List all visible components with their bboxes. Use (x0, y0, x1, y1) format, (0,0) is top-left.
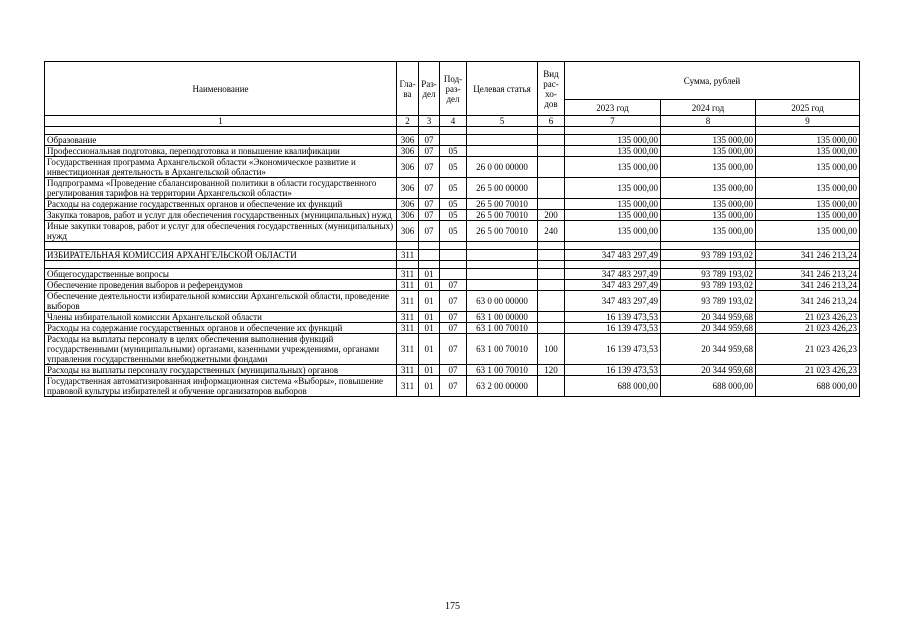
row-sum-2025: 341 246 213,24 (756, 250, 860, 261)
column-number: 9 (756, 116, 860, 127)
header-razdel: Раз-дел (419, 62, 440, 116)
row-sum-2024: 20 344 959,68 (661, 323, 756, 334)
row-glava: 306 (397, 135, 419, 146)
header-glava: Гла-ва (397, 62, 419, 116)
empty-cell (756, 242, 860, 250)
row-sum-2024: 20 344 959,68 (661, 334, 756, 365)
row-expense-type (538, 323, 565, 334)
spacer-row (45, 242, 860, 250)
header-year-2023: 2023 год (565, 100, 661, 116)
row-sum-2023: 135 000,00 (565, 210, 661, 221)
table-row (45, 157, 860, 178)
empty-cell (538, 127, 565, 135)
row-expense-type (538, 250, 565, 261)
row-podrazdel: 07 (440, 334, 467, 365)
row-glava: 311 (397, 376, 419, 397)
row-glava: 306 (397, 221, 419, 242)
row-sum-2025: 341 246 213,24 (756, 269, 860, 280)
row-sum-2025: 21 023 426,23 (756, 312, 860, 323)
row-sum-2023: 16 139 473,53 (565, 334, 661, 365)
column-number-row (45, 116, 860, 127)
row-expense-type (538, 199, 565, 210)
row-sum-2025: 21 023 426,23 (756, 334, 860, 365)
header-year-2024: 2024 год (661, 100, 756, 116)
empty-cell (419, 261, 440, 269)
row-sum-2023: 135 000,00 (565, 146, 661, 157)
row-name: Обеспечение деятельности избирательной комиссии Архангельской области, проведение выборов (45, 291, 397, 312)
table-row (45, 291, 860, 312)
row-glava: 311 (397, 291, 419, 312)
header-target-article: Целевая статья (467, 62, 538, 116)
empty-cell (397, 127, 419, 135)
row-sum-2023: 347 483 297,49 (565, 269, 661, 280)
budget-table (44, 61, 860, 397)
column-number: 8 (661, 116, 756, 127)
row-target-article: 26 5 00 70010 (467, 210, 538, 221)
row-sum-2025: 135 000,00 (756, 199, 860, 210)
row-target-article: 63 2 00 00000 (467, 376, 538, 397)
row-podrazdel: 05 (440, 210, 467, 221)
row-podrazdel: 07 (440, 365, 467, 376)
row-sum-2023: 135 000,00 (565, 135, 661, 146)
row-sum-2025: 135 000,00 (756, 146, 860, 157)
row-razdel: 01 (419, 280, 440, 291)
header-sum: Сумма, рублей (565, 62, 860, 100)
row-sum-2023: 16 139 473,53 (565, 312, 661, 323)
table-row (45, 280, 860, 291)
row-sum-2024: 135 000,00 (661, 135, 756, 146)
empty-cell (45, 242, 397, 250)
spacer-row (45, 127, 860, 135)
row-sum-2024: 93 789 193,02 (661, 269, 756, 280)
row-name: Образование (45, 135, 397, 146)
empty-cell (538, 261, 565, 269)
row-glava: 311 (397, 323, 419, 334)
row-razdel: 07 (419, 221, 440, 242)
row-expense-type (538, 178, 565, 199)
row-podrazdel: 07 (440, 376, 467, 397)
row-sum-2024: 688 000,00 (661, 376, 756, 397)
row-target-article (467, 280, 538, 291)
row-target-article: 26 5 00 70010 (467, 199, 538, 210)
empty-cell (467, 127, 538, 135)
row-target-article: 26 5 00 70010 (467, 221, 538, 242)
row-target-article (467, 269, 538, 280)
row-sum-2023: 688 000,00 (565, 376, 661, 397)
row-name: Подпрограмма «Проведение сбалансированной политики в области государственного регулирования тарифов на территории Архангельской области» (45, 178, 397, 199)
row-sum-2024: 135 000,00 (661, 157, 756, 178)
row-name: Обеспечение проведения выборов и референдумов (45, 280, 397, 291)
row-sum-2024: 93 789 193,02 (661, 250, 756, 261)
row-glava: 306 (397, 178, 419, 199)
row-razdel: 07 (419, 210, 440, 221)
row-target-article: 63 1 00 70010 (467, 365, 538, 376)
row-sum-2023: 347 483 297,49 (565, 291, 661, 312)
header-podrazdel: Под-раз-дел (440, 62, 467, 116)
row-name: Расходы на содержание государственных органов и обеспечение их функций (45, 323, 397, 334)
page-number: 175 (445, 601, 460, 612)
header-year-2025: 2025 год (756, 100, 860, 116)
row-target-article (467, 146, 538, 157)
row-razdel: 01 (419, 312, 440, 323)
row-glava: 311 (397, 280, 419, 291)
empty-cell (661, 242, 756, 250)
empty-cell (661, 261, 756, 269)
row-sum-2025: 21 023 426,23 (756, 323, 860, 334)
row-glava: 311 (397, 250, 419, 261)
row-sum-2025: 135 000,00 (756, 178, 860, 199)
row-sum-2025: 135 000,00 (756, 221, 860, 242)
row-podrazdel: 05 (440, 199, 467, 210)
table-row (45, 269, 860, 280)
row-sum-2024: 135 000,00 (661, 178, 756, 199)
row-name: Государственная автоматизированная информационная система «Выборы», повышение правовой культуры избирателей и обучение организаторов выборов (45, 376, 397, 397)
row-expense-type (538, 291, 565, 312)
table-row (45, 323, 860, 334)
row-expense-type (538, 312, 565, 323)
row-podrazdel (440, 250, 467, 261)
table-row (45, 146, 860, 157)
row-sum-2024: 20 344 959,68 (661, 365, 756, 376)
table-row (45, 250, 860, 261)
empty-cell (756, 127, 860, 135)
row-name: Государственная программа Архангельской области «Экономическое развитие и инвестиционная деятельность в Архангельской области» (45, 157, 397, 178)
empty-cell (756, 261, 860, 269)
row-name: Иные закупки товаров, работ и услуг для обеспечения государственных (муниципальных) нужд (45, 221, 397, 242)
empty-cell (440, 127, 467, 135)
row-sum-2024: 135 000,00 (661, 199, 756, 210)
row-razdel: 07 (419, 157, 440, 178)
row-sum-2025: 688 000,00 (756, 376, 860, 397)
row-sum-2025: 135 000,00 (756, 157, 860, 178)
row-name: Расходы на выплаты персоналу государственных (муниципальных) органов (45, 365, 397, 376)
empty-cell (565, 127, 661, 135)
table-row (45, 178, 860, 199)
row-expense-type (538, 157, 565, 178)
empty-cell (419, 242, 440, 250)
row-target-article: 63 0 00 00000 (467, 291, 538, 312)
row-name: Члены избирательной комиссии Архангельской области (45, 312, 397, 323)
row-podrazdel (440, 135, 467, 146)
row-razdel (419, 250, 440, 261)
row-sum-2023: 347 483 297,49 (565, 250, 661, 261)
row-expense-type (538, 146, 565, 157)
row-podrazdel (440, 269, 467, 280)
row-sum-2024: 93 789 193,02 (661, 280, 756, 291)
table-row (45, 135, 860, 146)
row-razdel: 01 (419, 334, 440, 365)
row-target-article (467, 250, 538, 261)
header-name: Наименование (45, 62, 397, 116)
row-razdel: 07 (419, 146, 440, 157)
row-target-article: 63 1 00 70010 (467, 334, 538, 365)
row-expense-type: 120 (538, 365, 565, 376)
column-number: 4 (440, 116, 467, 127)
column-number: 6 (538, 116, 565, 127)
row-glava: 311 (397, 269, 419, 280)
row-podrazdel: 07 (440, 280, 467, 291)
table-row (45, 334, 860, 365)
row-glava: 311 (397, 334, 419, 365)
table-body (45, 127, 860, 397)
row-expense-type (538, 269, 565, 280)
empty-cell (467, 242, 538, 250)
empty-cell (565, 242, 661, 250)
row-expense-type (538, 376, 565, 397)
row-podrazdel: 07 (440, 291, 467, 312)
row-podrazdel: 07 (440, 312, 467, 323)
row-name: Профессиональная подготовка, переподготовка и повышение квалификации (45, 146, 397, 157)
spacer-row (45, 261, 860, 269)
row-sum-2024: 135 000,00 (661, 210, 756, 221)
row-expense-type (538, 135, 565, 146)
row-sum-2023: 135 000,00 (565, 157, 661, 178)
empty-cell (538, 242, 565, 250)
row-glava: 306 (397, 146, 419, 157)
column-number: 5 (467, 116, 538, 127)
row-glava: 306 (397, 210, 419, 221)
row-sum-2025: 21 023 426,23 (756, 365, 860, 376)
row-expense-type (538, 280, 565, 291)
row-podrazdel: 05 (440, 178, 467, 199)
table-row (45, 312, 860, 323)
row-name: Общегосударственные вопросы (45, 269, 397, 280)
row-sum-2023: 135 000,00 (565, 221, 661, 242)
row-sum-2023: 135 000,00 (565, 199, 661, 210)
row-sum-2024: 135 000,00 (661, 146, 756, 157)
row-sum-2025: 341 246 213,24 (756, 291, 860, 312)
row-name: Расходы на выплаты персоналу в целях обеспечения выполнения функций государственными (муниципальными) органами, казенными учреждениями, органами управления государственными внебюджетными фондами (45, 334, 397, 365)
row-razdel: 01 (419, 291, 440, 312)
row-razdel: 01 (419, 365, 440, 376)
empty-cell (440, 242, 467, 250)
empty-cell (397, 242, 419, 250)
column-number: 3 (419, 116, 440, 127)
row-name: ИЗБИРАТЕЛЬНАЯ КОМИССИЯ АРХАНГЕЛЬСКОЙ ОБЛАСТИ (45, 250, 397, 261)
row-sum-2023: 16 139 473,53 (565, 323, 661, 334)
row-razdel: 07 (419, 178, 440, 199)
row-sum-2023: 16 139 473,53 (565, 365, 661, 376)
row-razdel: 07 (419, 199, 440, 210)
empty-cell (565, 261, 661, 269)
row-expense-type: 100 (538, 334, 565, 365)
row-target-article: 26 5 00 00000 (467, 178, 538, 199)
empty-cell (661, 127, 756, 135)
row-expense-type: 240 (538, 221, 565, 242)
row-podrazdel: 05 (440, 221, 467, 242)
empty-cell (45, 127, 397, 135)
row-sum-2024: 135 000,00 (661, 221, 756, 242)
row-name: Закупка товаров, работ и услуг для обеспечения государственных (муниципальных) нужд (45, 210, 397, 221)
row-sum-2025: 135 000,00 (756, 210, 860, 221)
row-sum-2025: 341 246 213,24 (756, 280, 860, 291)
column-number: 1 (45, 116, 397, 127)
row-glava: 306 (397, 199, 419, 210)
row-sum-2023: 347 483 297,49 (565, 280, 661, 291)
row-target-article (467, 135, 538, 146)
row-name: Расходы на содержание государственных органов и обеспечение их функций (45, 199, 397, 210)
row-podrazdel: 07 (440, 323, 467, 334)
table-row (45, 221, 860, 242)
row-glava: 311 (397, 365, 419, 376)
row-glava: 311 (397, 312, 419, 323)
table-row (45, 365, 860, 376)
row-podrazdel: 05 (440, 146, 467, 157)
table-row (45, 376, 860, 397)
empty-cell (440, 261, 467, 269)
row-razdel: 01 (419, 269, 440, 280)
row-razdel: 01 (419, 323, 440, 334)
empty-cell (419, 127, 440, 135)
column-number: 7 (565, 116, 661, 127)
row-sum-2024: 20 344 959,68 (661, 312, 756, 323)
row-target-article: 63 1 00 00000 (467, 312, 538, 323)
table-row (45, 210, 860, 221)
row-podrazdel: 05 (440, 157, 467, 178)
header-expense-type: Вид рас-хо-дов (538, 62, 565, 116)
empty-cell (467, 261, 538, 269)
table-row (45, 199, 860, 210)
row-expense-type: 200 (538, 210, 565, 221)
row-sum-2024: 93 789 193,02 (661, 291, 756, 312)
row-sum-2025: 135 000,00 (756, 135, 860, 146)
column-number: 2 (397, 116, 419, 127)
empty-cell (45, 261, 397, 269)
row-razdel: 01 (419, 376, 440, 397)
empty-cell (397, 261, 419, 269)
row-sum-2023: 135 000,00 (565, 178, 661, 199)
row-razdel: 07 (419, 135, 440, 146)
row-glava: 306 (397, 157, 419, 178)
row-target-article: 63 1 00 70010 (467, 323, 538, 334)
row-target-article: 26 0 00 00000 (467, 157, 538, 178)
